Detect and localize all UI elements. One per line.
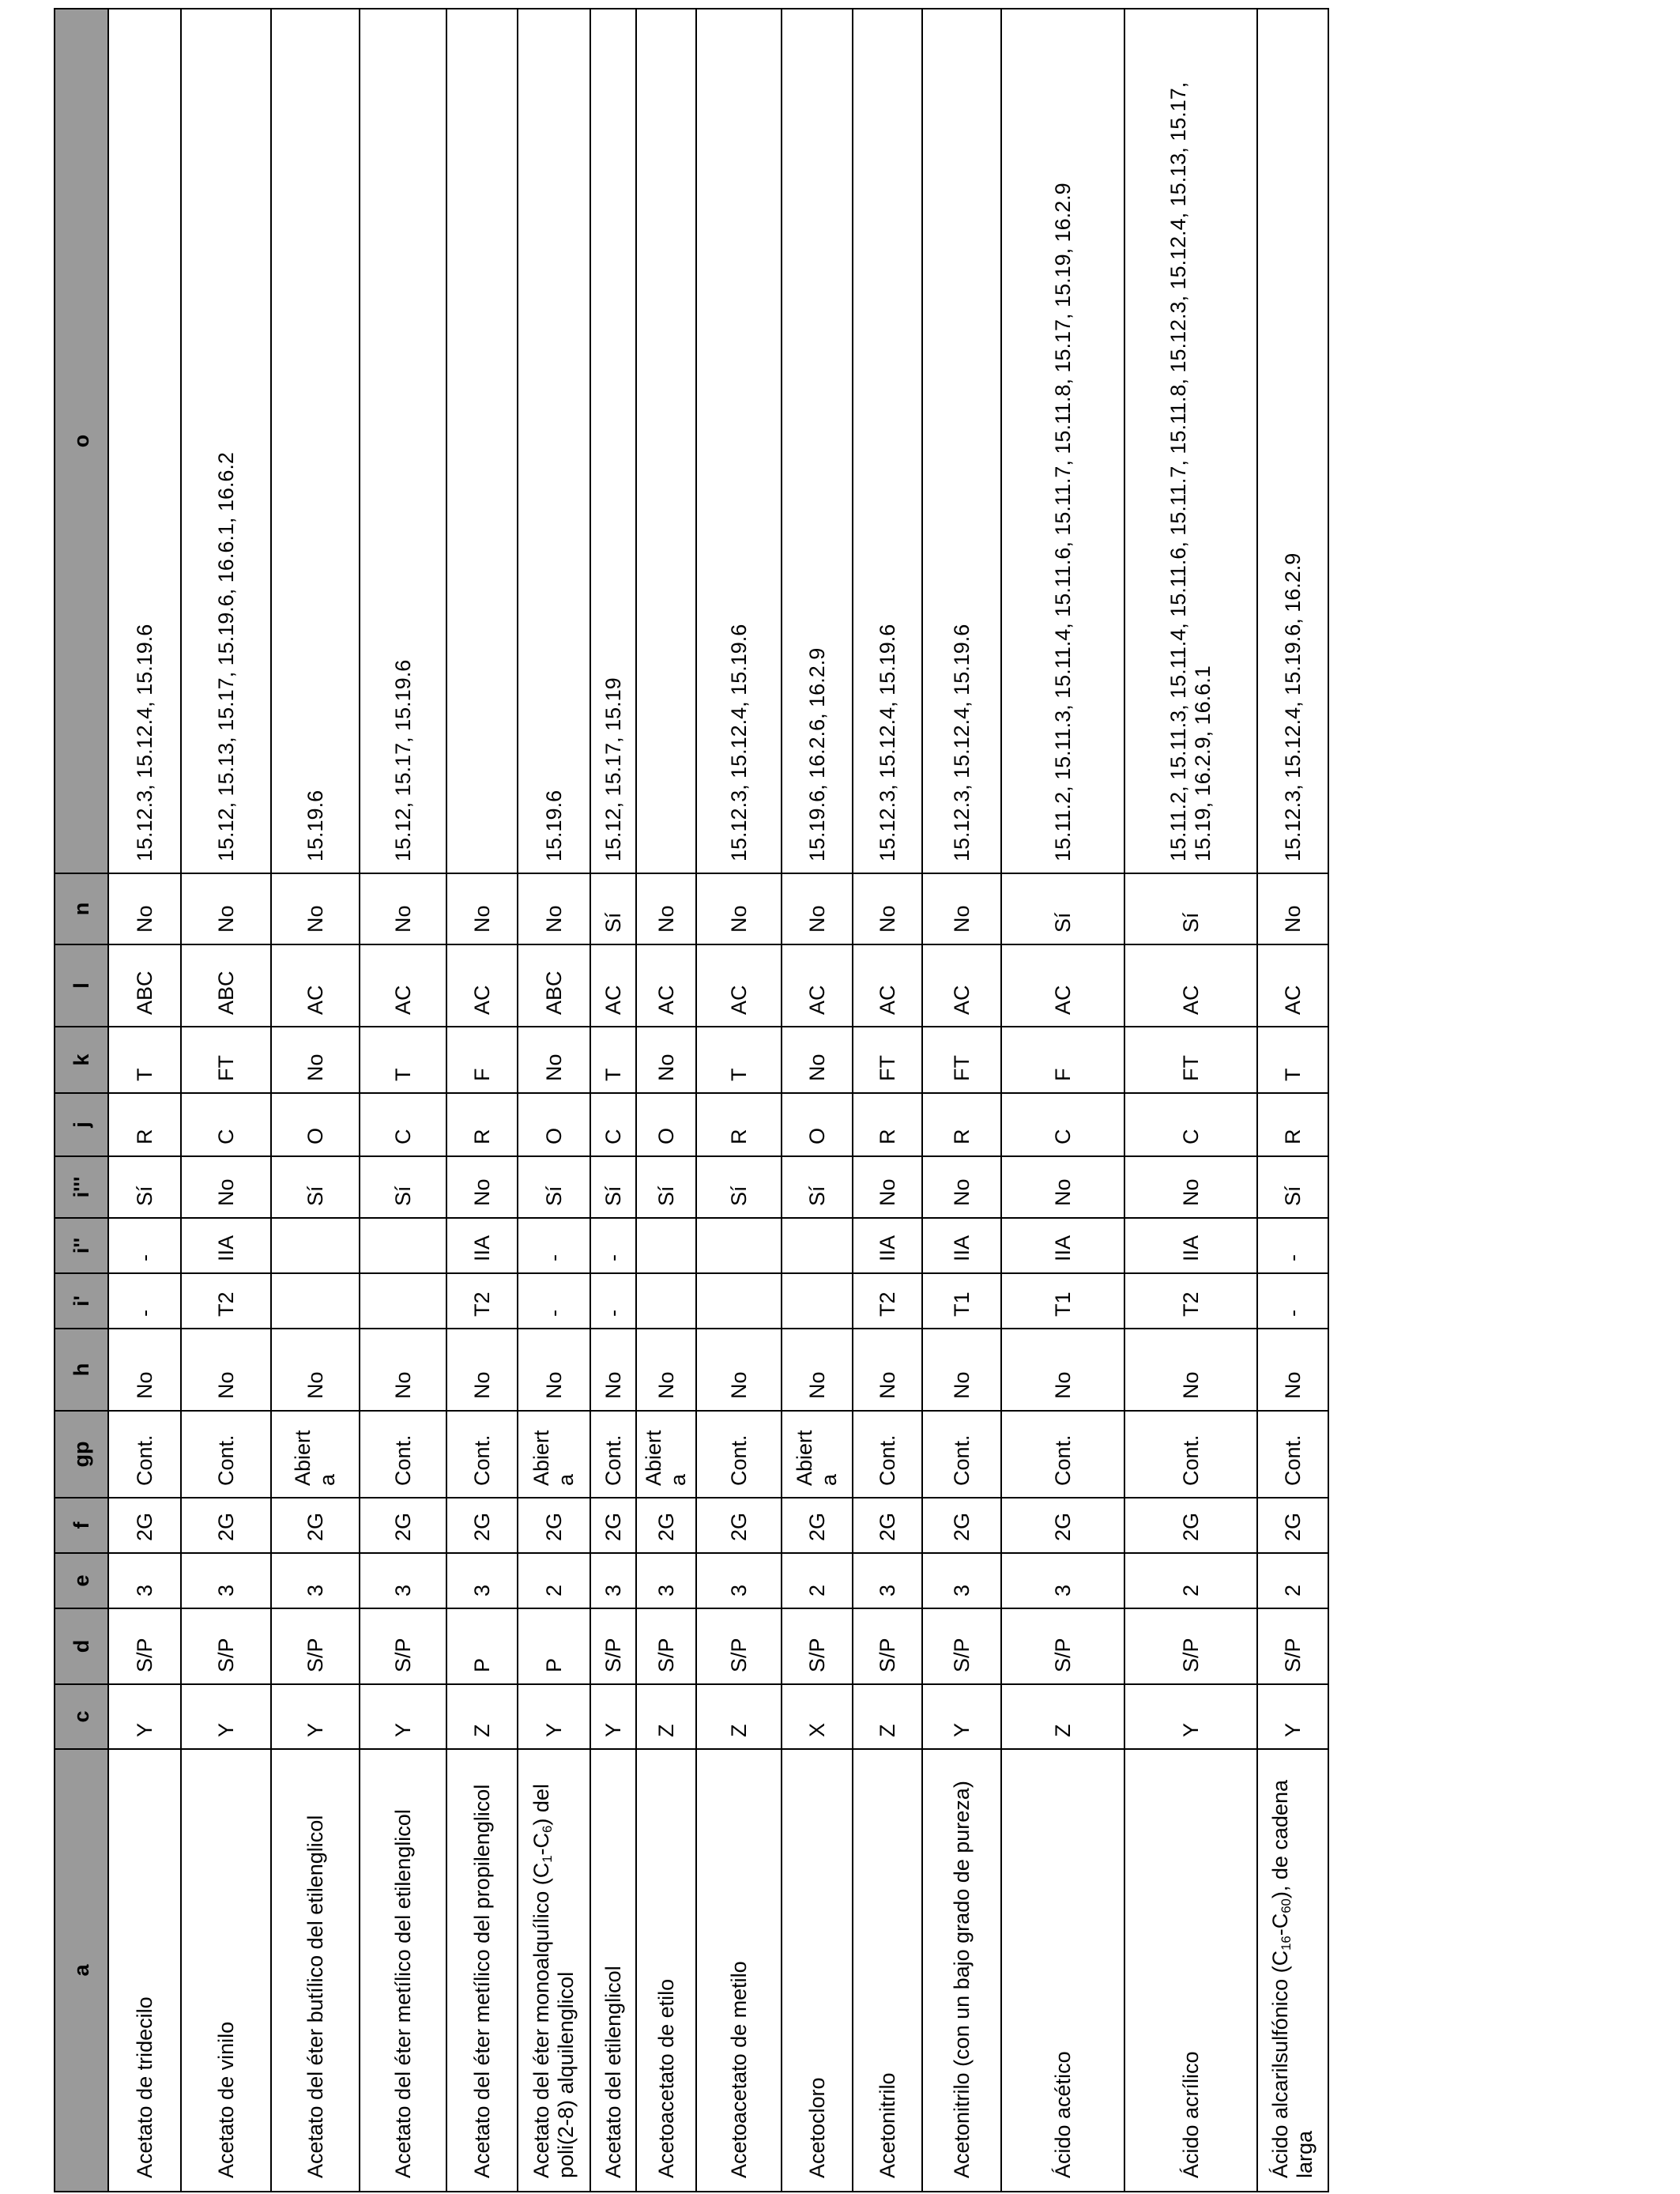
cell-k: F [446, 1027, 518, 1093]
cell-l: ABC [518, 944, 590, 1027]
cell-d: S/P [1124, 1608, 1257, 1684]
cell-i1: T2 [446, 1273, 518, 1329]
cell-i3: No [922, 1156, 1001, 1218]
cell-d: S/P [636, 1608, 696, 1684]
cell-d: S/P [108, 1608, 181, 1684]
cell-a: Acetoacetato de etilo [636, 1749, 696, 2192]
cell-o: 15.12.3, 15.12.4, 15.19.6 [108, 9, 181, 873]
cell-n: Sí [1001, 873, 1124, 944]
cell-d: P [518, 1608, 590, 1684]
cell-f: 2G [782, 1498, 853, 1553]
cell-i3: Sí [1257, 1156, 1328, 1218]
cell-c: Y [108, 1684, 181, 1749]
cell-n: No [696, 873, 782, 944]
cell-f: 2G [271, 1498, 360, 1553]
cell-h: No [636, 1329, 696, 1411]
cell-i2 [271, 1218, 360, 1273]
cell-a: Acetato del éter metílico del etilenglicol [360, 1749, 446, 2192]
cell-d: S/P [1257, 1608, 1328, 1684]
cell-e: 3 [446, 1553, 518, 1608]
cell-e: 2 [782, 1553, 853, 1608]
table-row [181, 9, 271, 2192]
table-row [1124, 9, 1257, 2192]
cell-o: 15.11.2, 15.11.3, 15.11.4, 15.11.6, 15.11.7, 15.11.8, 15.12.3, 15.12.4, 15.13, 15.17, 15.19, 16.2.9, 16.6.1 [1124, 9, 1257, 873]
cell-o [446, 9, 518, 873]
cell-o: 15.12, 15.17, 15.19 [590, 9, 636, 873]
cell-gp: Abierta [636, 1411, 696, 1498]
cell-h: No [922, 1329, 1001, 1411]
cell-d: S/P [271, 1608, 360, 1684]
table-row [1001, 9, 1124, 2192]
cell-j: R [108, 1093, 181, 1156]
header-n: n [55, 873, 108, 944]
cell-i3: No [1001, 1156, 1124, 1218]
cell-n: No [446, 873, 518, 944]
cell-l: AC [853, 944, 922, 1027]
table-row [1257, 9, 1328, 2192]
cell-h: No [782, 1329, 853, 1411]
cell-j: O [271, 1093, 360, 1156]
cell-h: No [853, 1329, 922, 1411]
table-row [922, 9, 1001, 2192]
table-row [518, 9, 590, 2192]
cell-i2: IIA [446, 1218, 518, 1273]
table-row [271, 9, 360, 2192]
cell-gp: Abierta [518, 1411, 590, 1498]
cell-i2: IIA [1001, 1218, 1124, 1273]
header-i1: i' [55, 1273, 108, 1329]
table-row [636, 9, 696, 2192]
cell-i1: T1 [922, 1273, 1001, 1329]
cell-e: 2 [1124, 1553, 1257, 1608]
subscript: 1 [540, 1855, 555, 1863]
name-part: Ácido alcarilsulfónico (C [1268, 1950, 1292, 2178]
cell-h: No [1124, 1329, 1257, 1411]
cell-i1 [271, 1273, 360, 1329]
cell-f: 2G [853, 1498, 922, 1553]
cell-o: 15.12.3, 15.12.4, 15.19.6 [696, 9, 782, 873]
cell-h: No [108, 1329, 181, 1411]
cell-gp: Cont. [1257, 1411, 1328, 1498]
cell-gp: Abierta [782, 1411, 853, 1498]
cell-f: 2G [1124, 1498, 1257, 1553]
cell-o: 15.11.2, 15.11.3, 15.11.4, 15.11.6, 15.11.7, 15.11.8, 15.17, 15.19, 16.2.9 [1001, 9, 1124, 873]
header-o: o [55, 9, 108, 873]
table-row [590, 9, 636, 2192]
cell-h: No [271, 1329, 360, 1411]
cell-l: AC [1257, 944, 1328, 1027]
cell-i1: - [518, 1273, 590, 1329]
cell-d: S/P [922, 1608, 1001, 1684]
cell-n: Sí [1124, 873, 1257, 944]
cell-i1: T2 [181, 1273, 271, 1329]
cell-c: Y [518, 1684, 590, 1749]
header-e: e [55, 1553, 108, 1608]
cell-gp: Cont. [108, 1411, 181, 1498]
cell-k: No [636, 1027, 696, 1093]
header-d: d [55, 1608, 108, 1684]
cell-f: 2G [922, 1498, 1001, 1553]
header-c: c [55, 1684, 108, 1749]
cell-j: C [181, 1093, 271, 1156]
subscript: 16 [1279, 1936, 1294, 1951]
cell-j: R [696, 1093, 782, 1156]
cell-gp: Cont. [696, 1411, 782, 1498]
cell-o: 15.12.3, 15.12.4, 15.19.6 [853, 9, 922, 873]
cell-c: X [782, 1684, 853, 1749]
cell-k: FT [922, 1027, 1001, 1093]
cell-o: 15.12.3, 15.12.4, 15.19.6, 16.2.9 [1257, 9, 1328, 873]
cell-c: Z [853, 1684, 922, 1749]
name-part: -C [1268, 1913, 1292, 1936]
cell-c: Z [636, 1684, 696, 1749]
cell-i3: No [181, 1156, 271, 1218]
cell-i2 [360, 1218, 446, 1273]
cell-a: Acetato del éter metílico del propilenglicol [446, 1749, 518, 2192]
cell-gp: Cont. [590, 1411, 636, 1498]
header-k: k [55, 1027, 108, 1093]
cell-a: Ácido acrílico [1124, 1749, 1257, 2192]
cell-e: 3 [636, 1553, 696, 1608]
cell-j: C [1001, 1093, 1124, 1156]
cell-l: AC [360, 944, 446, 1027]
cell-o: 15.19.6 [518, 9, 590, 873]
cell-l: AC [1001, 944, 1124, 1027]
cell-c: Y [271, 1684, 360, 1749]
cell-i3: Sí [360, 1156, 446, 1218]
cell-f: 2G [1257, 1498, 1328, 1553]
cell-h: No [446, 1329, 518, 1411]
cell-c: Z [696, 1684, 782, 1749]
header-gp: gp [55, 1411, 108, 1498]
cell-c: Y [1257, 1684, 1328, 1749]
cell-d: S/P [181, 1608, 271, 1684]
cell-i2: - [518, 1218, 590, 1273]
cell-c: Y [590, 1684, 636, 1749]
cell-n: No [782, 873, 853, 944]
cell-i2: IIA [853, 1218, 922, 1273]
header-row [55, 9, 108, 2192]
cell-j: O [636, 1093, 696, 1156]
cell-e: 3 [271, 1553, 360, 1608]
cell-l: AC [696, 944, 782, 1027]
cell-a: Acetato de vinilo [181, 1749, 271, 2192]
cell-h: No [1001, 1329, 1124, 1411]
cell-o [636, 9, 696, 873]
cell-f: 2G [1001, 1498, 1124, 1553]
table-row [360, 9, 446, 2192]
cell-k: T [1257, 1027, 1328, 1093]
cell-j: R [922, 1093, 1001, 1156]
table-row [782, 9, 853, 2192]
cell-c: Y [181, 1684, 271, 1749]
cell-o: 15.12, 15.13, 15.17, 15.19.6, 16.6.1, 16.6.2 [181, 9, 271, 873]
cell-a: Acetato del etilenglicol [590, 1749, 636, 2192]
cell-j: C [1124, 1093, 1257, 1156]
cell-a [1257, 1749, 1328, 2192]
cell-j: O [782, 1093, 853, 1156]
cell-n: No [922, 873, 1001, 944]
cell-o: 15.19.6, 16.2.6, 16.2.9 [782, 9, 853, 873]
cell-o: 15.19.6 [271, 9, 360, 873]
cell-j: R [1257, 1093, 1328, 1156]
cell-n: No [108, 873, 181, 944]
cell-j: C [590, 1093, 636, 1156]
cell-i1: T1 [1001, 1273, 1124, 1329]
name-part: ), de cadena larga [1268, 1780, 1317, 2178]
subscript: 6 [540, 1825, 555, 1833]
cell-k: T [108, 1027, 181, 1093]
cell-k: No [271, 1027, 360, 1093]
cell-a: Acetato del éter butílico del etilenglicol [271, 1749, 360, 2192]
cell-a: Acetoacetato de metilo [696, 1749, 782, 2192]
cell-h: No [518, 1329, 590, 1411]
cell-i2 [636, 1218, 696, 1273]
cell-l: AC [1124, 944, 1257, 1027]
cell-n: No [636, 873, 696, 944]
header-f: f [55, 1498, 108, 1553]
cell-n: No [1257, 873, 1328, 944]
table-row [108, 9, 181, 2192]
cell-e: 2 [1257, 1553, 1328, 1608]
cell-l: AC [782, 944, 853, 1027]
cell-l: AC [446, 944, 518, 1027]
cell-i1 [360, 1273, 446, 1329]
cell-j: O [518, 1093, 590, 1156]
cell-f: 2G [636, 1498, 696, 1553]
cell-i3: Sí [782, 1156, 853, 1218]
cell-i2: IIA [181, 1218, 271, 1273]
cell-e: 3 [108, 1553, 181, 1608]
cell-k: FT [853, 1027, 922, 1093]
cell-gp: Cont. [1124, 1411, 1257, 1498]
cell-n: No [360, 873, 446, 944]
cell-d: S/P [590, 1608, 636, 1684]
cell-d: S/P [782, 1608, 853, 1684]
cell-f: 2G [590, 1498, 636, 1553]
cell-n: Sí [590, 873, 636, 944]
cell-d: P [446, 1608, 518, 1684]
cell-gp: Cont. [181, 1411, 271, 1498]
cell-i2: - [590, 1218, 636, 1273]
cell-i2: IIA [1124, 1218, 1257, 1273]
cell-i1: T2 [1124, 1273, 1257, 1329]
name-part: -C [529, 1832, 553, 1856]
cell-l: AC [271, 944, 360, 1027]
cell-i3: Sí [590, 1156, 636, 1218]
header-i2: i'' [55, 1218, 108, 1273]
cell-i1: - [1257, 1273, 1328, 1329]
cell-i2: IIA [922, 1218, 1001, 1273]
cell-c: Z [446, 1684, 518, 1749]
cell-k: T [360, 1027, 446, 1093]
cell-i1 [636, 1273, 696, 1329]
cell-gp: Cont. [360, 1411, 446, 1498]
cell-gp: Abierta [271, 1411, 360, 1498]
cell-i1: - [590, 1273, 636, 1329]
cell-a: Ácido acético [1001, 1749, 1124, 2192]
cell-n: No [518, 873, 590, 944]
header-h: h [55, 1329, 108, 1411]
cell-d: S/P [853, 1608, 922, 1684]
name-part: ) del poli(2-8) alquilenglicol [529, 1784, 578, 2178]
cell-a: Acetocloro [782, 1749, 853, 2192]
cell-c: Y [922, 1684, 1001, 1749]
cell-j: R [853, 1093, 922, 1156]
cell-a: Acetonitrilo [853, 1749, 922, 2192]
cell-f: 2G [108, 1498, 181, 1553]
cell-e: 3 [590, 1553, 636, 1608]
cell-l: ABC [181, 944, 271, 1027]
cell-k: T [696, 1027, 782, 1093]
cell-i3: No [446, 1156, 518, 1218]
table-row [446, 9, 518, 2192]
cell-e: 3 [1001, 1553, 1124, 1608]
header-l: l [55, 944, 108, 1027]
table-row [853, 9, 922, 2192]
chemical-table [54, 8, 1329, 2192]
cell-k: No [518, 1027, 590, 1093]
cell-o: 15.12.3, 15.12.4, 15.19.6 [922, 9, 1001, 873]
cell-k: FT [1124, 1027, 1257, 1093]
cell-e: 2 [518, 1553, 590, 1608]
cell-a: Acetonitrilo (con un bajo grado de pureza) [922, 1749, 1001, 2192]
cell-e: 3 [360, 1553, 446, 1608]
header-i3: i''' [55, 1156, 108, 1218]
cell-i3: Sí [271, 1156, 360, 1218]
cell-i2: - [108, 1218, 181, 1273]
cell-e: 3 [696, 1553, 782, 1608]
cell-gp: Cont. [1001, 1411, 1124, 1498]
cell-i1 [696, 1273, 782, 1329]
cell-e: 3 [853, 1553, 922, 1608]
cell-k: F [1001, 1027, 1124, 1093]
subscript: 60 [1279, 1898, 1294, 1913]
table-row [696, 9, 782, 2192]
cell-i3: No [853, 1156, 922, 1218]
cell-h: No [181, 1329, 271, 1411]
cell-i3: Sí [696, 1156, 782, 1218]
cell-k: T [590, 1027, 636, 1093]
cell-h: No [360, 1329, 446, 1411]
cell-i1 [782, 1273, 853, 1329]
cell-i2 [696, 1218, 782, 1273]
cell-e: 3 [181, 1553, 271, 1608]
cell-gp: Cont. [446, 1411, 518, 1498]
cell-j: R [446, 1093, 518, 1156]
rotated-page [54, 9, 1317, 2192]
cell-n: No [853, 873, 922, 944]
cell-e: 3 [922, 1553, 1001, 1608]
cell-h: No [590, 1329, 636, 1411]
cell-d: S/P [696, 1608, 782, 1684]
cell-gp: Cont. [922, 1411, 1001, 1498]
cell-o: 15.12, 15.17, 15.19.6 [360, 9, 446, 873]
cell-k: FT [181, 1027, 271, 1093]
cell-l: ABC [108, 944, 181, 1027]
cell-k: No [782, 1027, 853, 1093]
cell-f: 2G [696, 1498, 782, 1553]
cell-h: No [1257, 1329, 1328, 1411]
header-a: a [55, 1749, 108, 2192]
cell-l: AC [636, 944, 696, 1027]
cell-c: Y [1124, 1684, 1257, 1749]
cell-i3: No [1124, 1156, 1257, 1218]
cell-l: AC [922, 944, 1001, 1027]
cell-d: S/P [1001, 1608, 1124, 1684]
cell-gp: Cont. [853, 1411, 922, 1498]
cell-i3: Sí [636, 1156, 696, 1218]
cell-n: No [271, 873, 360, 944]
cell-i3: Sí [518, 1156, 590, 1218]
cell-i1: - [108, 1273, 181, 1329]
cell-c: Y [360, 1684, 446, 1749]
header-j: j [55, 1093, 108, 1156]
cell-f: 2G [360, 1498, 446, 1553]
cell-h: No [696, 1329, 782, 1411]
cell-f: 2G [181, 1498, 271, 1553]
cell-f: 2G [446, 1498, 518, 1553]
cell-i2 [782, 1218, 853, 1273]
cell-j: C [360, 1093, 446, 1156]
cell-l: AC [590, 944, 636, 1027]
cell-a [518, 1749, 590, 2192]
cell-i2: - [1257, 1218, 1328, 1273]
name-part: Acetato del éter monoalquílico (C [529, 1862, 553, 2178]
cell-d: S/P [360, 1608, 446, 1684]
cell-i1: T2 [853, 1273, 922, 1329]
cell-c: Z [1001, 1684, 1124, 1749]
cell-n: No [181, 873, 271, 944]
cell-i3: Sí [108, 1156, 181, 1218]
cell-f: 2G [518, 1498, 590, 1553]
cell-a: Acetato de tridecilo [108, 1749, 181, 2192]
